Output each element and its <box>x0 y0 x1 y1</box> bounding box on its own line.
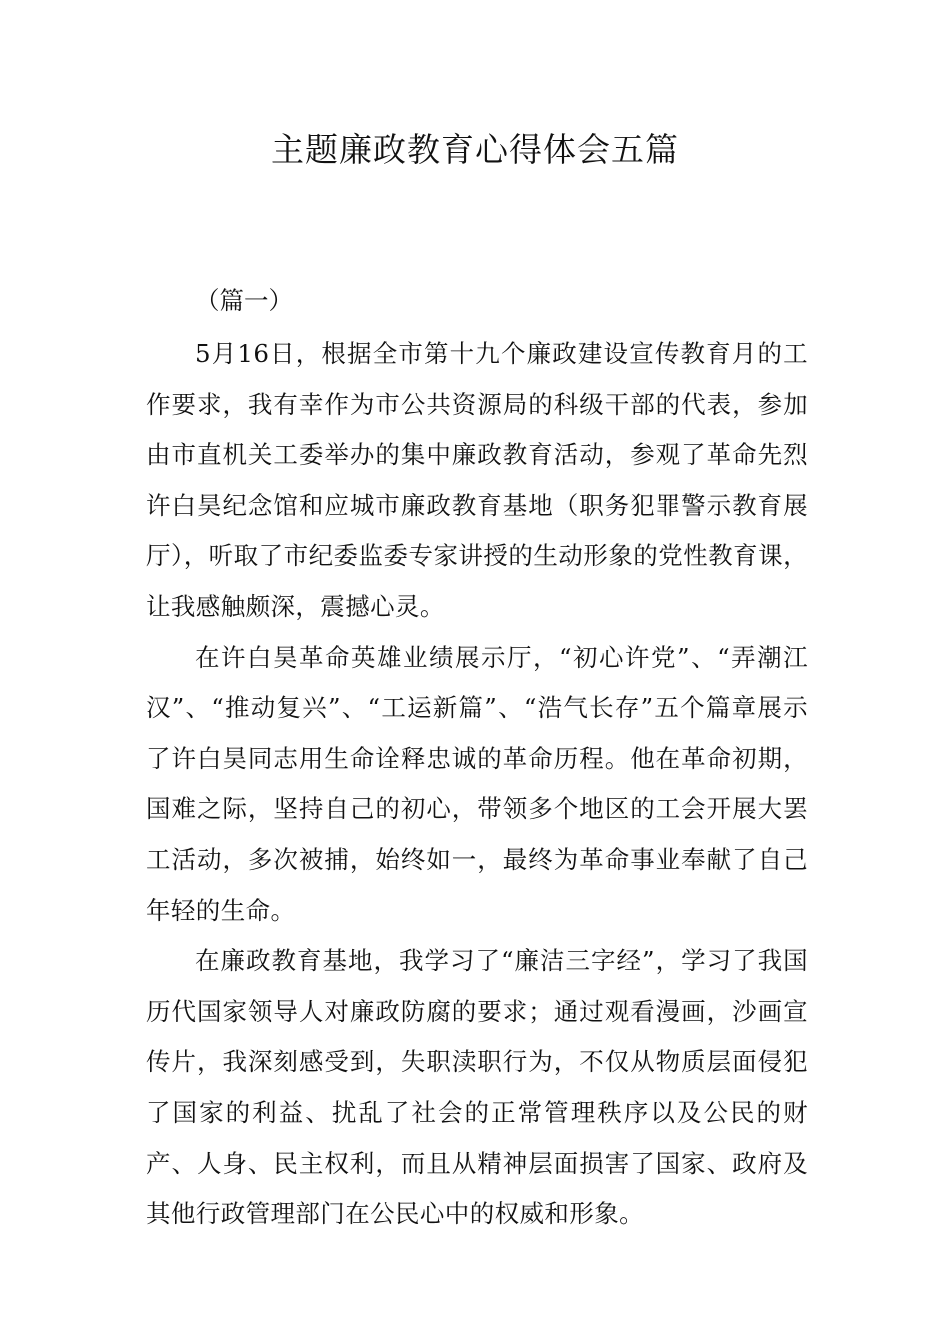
document-title: 主题廉政教育心得体会五篇 <box>271 130 679 169</box>
section-label: （篇一） <box>195 286 293 315</box>
document-body <box>146 279 808 1240</box>
paragraph-3: 在廉政教育基地，我学习了“廉洁三字经”，学习了我国历代国家领导人对廉政防腐的要求；通过观看漫画，沙画宣传片，我深刻感受到，失职渎职行为，不仅从物质层面侵犯了国家的利益、扰乱了社会的正常管理秩序以及公民的财产、人身、民主权利，而且从精神层面损害了国家、政府及其他行政管理部门在公民心中的权威和形象。 <box>146 946 808 1229</box>
paragraph-1: 5月16日，根据全市第十九个廉政建设宣传教育月的工作要求，我有幸作为市公共资源局的科级干部的代表，参加由市直机关工委举办的集中廉政教育活动，参观了革命先烈许白昊纪念馆和应城市廉政教育基地（职务犯罪警示教育展厅），听取了市纪委监委专家讲授的生动形象的党性教育课，让我感触颇深，震撼心灵。 <box>146 339 808 621</box>
paragraph-2: 在许白昊革命英雄业绩展示厅，“初心许党”、“弄潮江汉”、“推动复兴”、“工运新篇”、“浩气长存”五个篇章展示了许白昊同志用生命诠释忠诚的革命历程。他在革命初期，国难之际，坚持自己的初心，带领多个地区的工会开展大罢工活动，多次被捕，始终如一，最终为革命事业奉献了自己年轻的生命。 <box>146 642 808 925</box>
